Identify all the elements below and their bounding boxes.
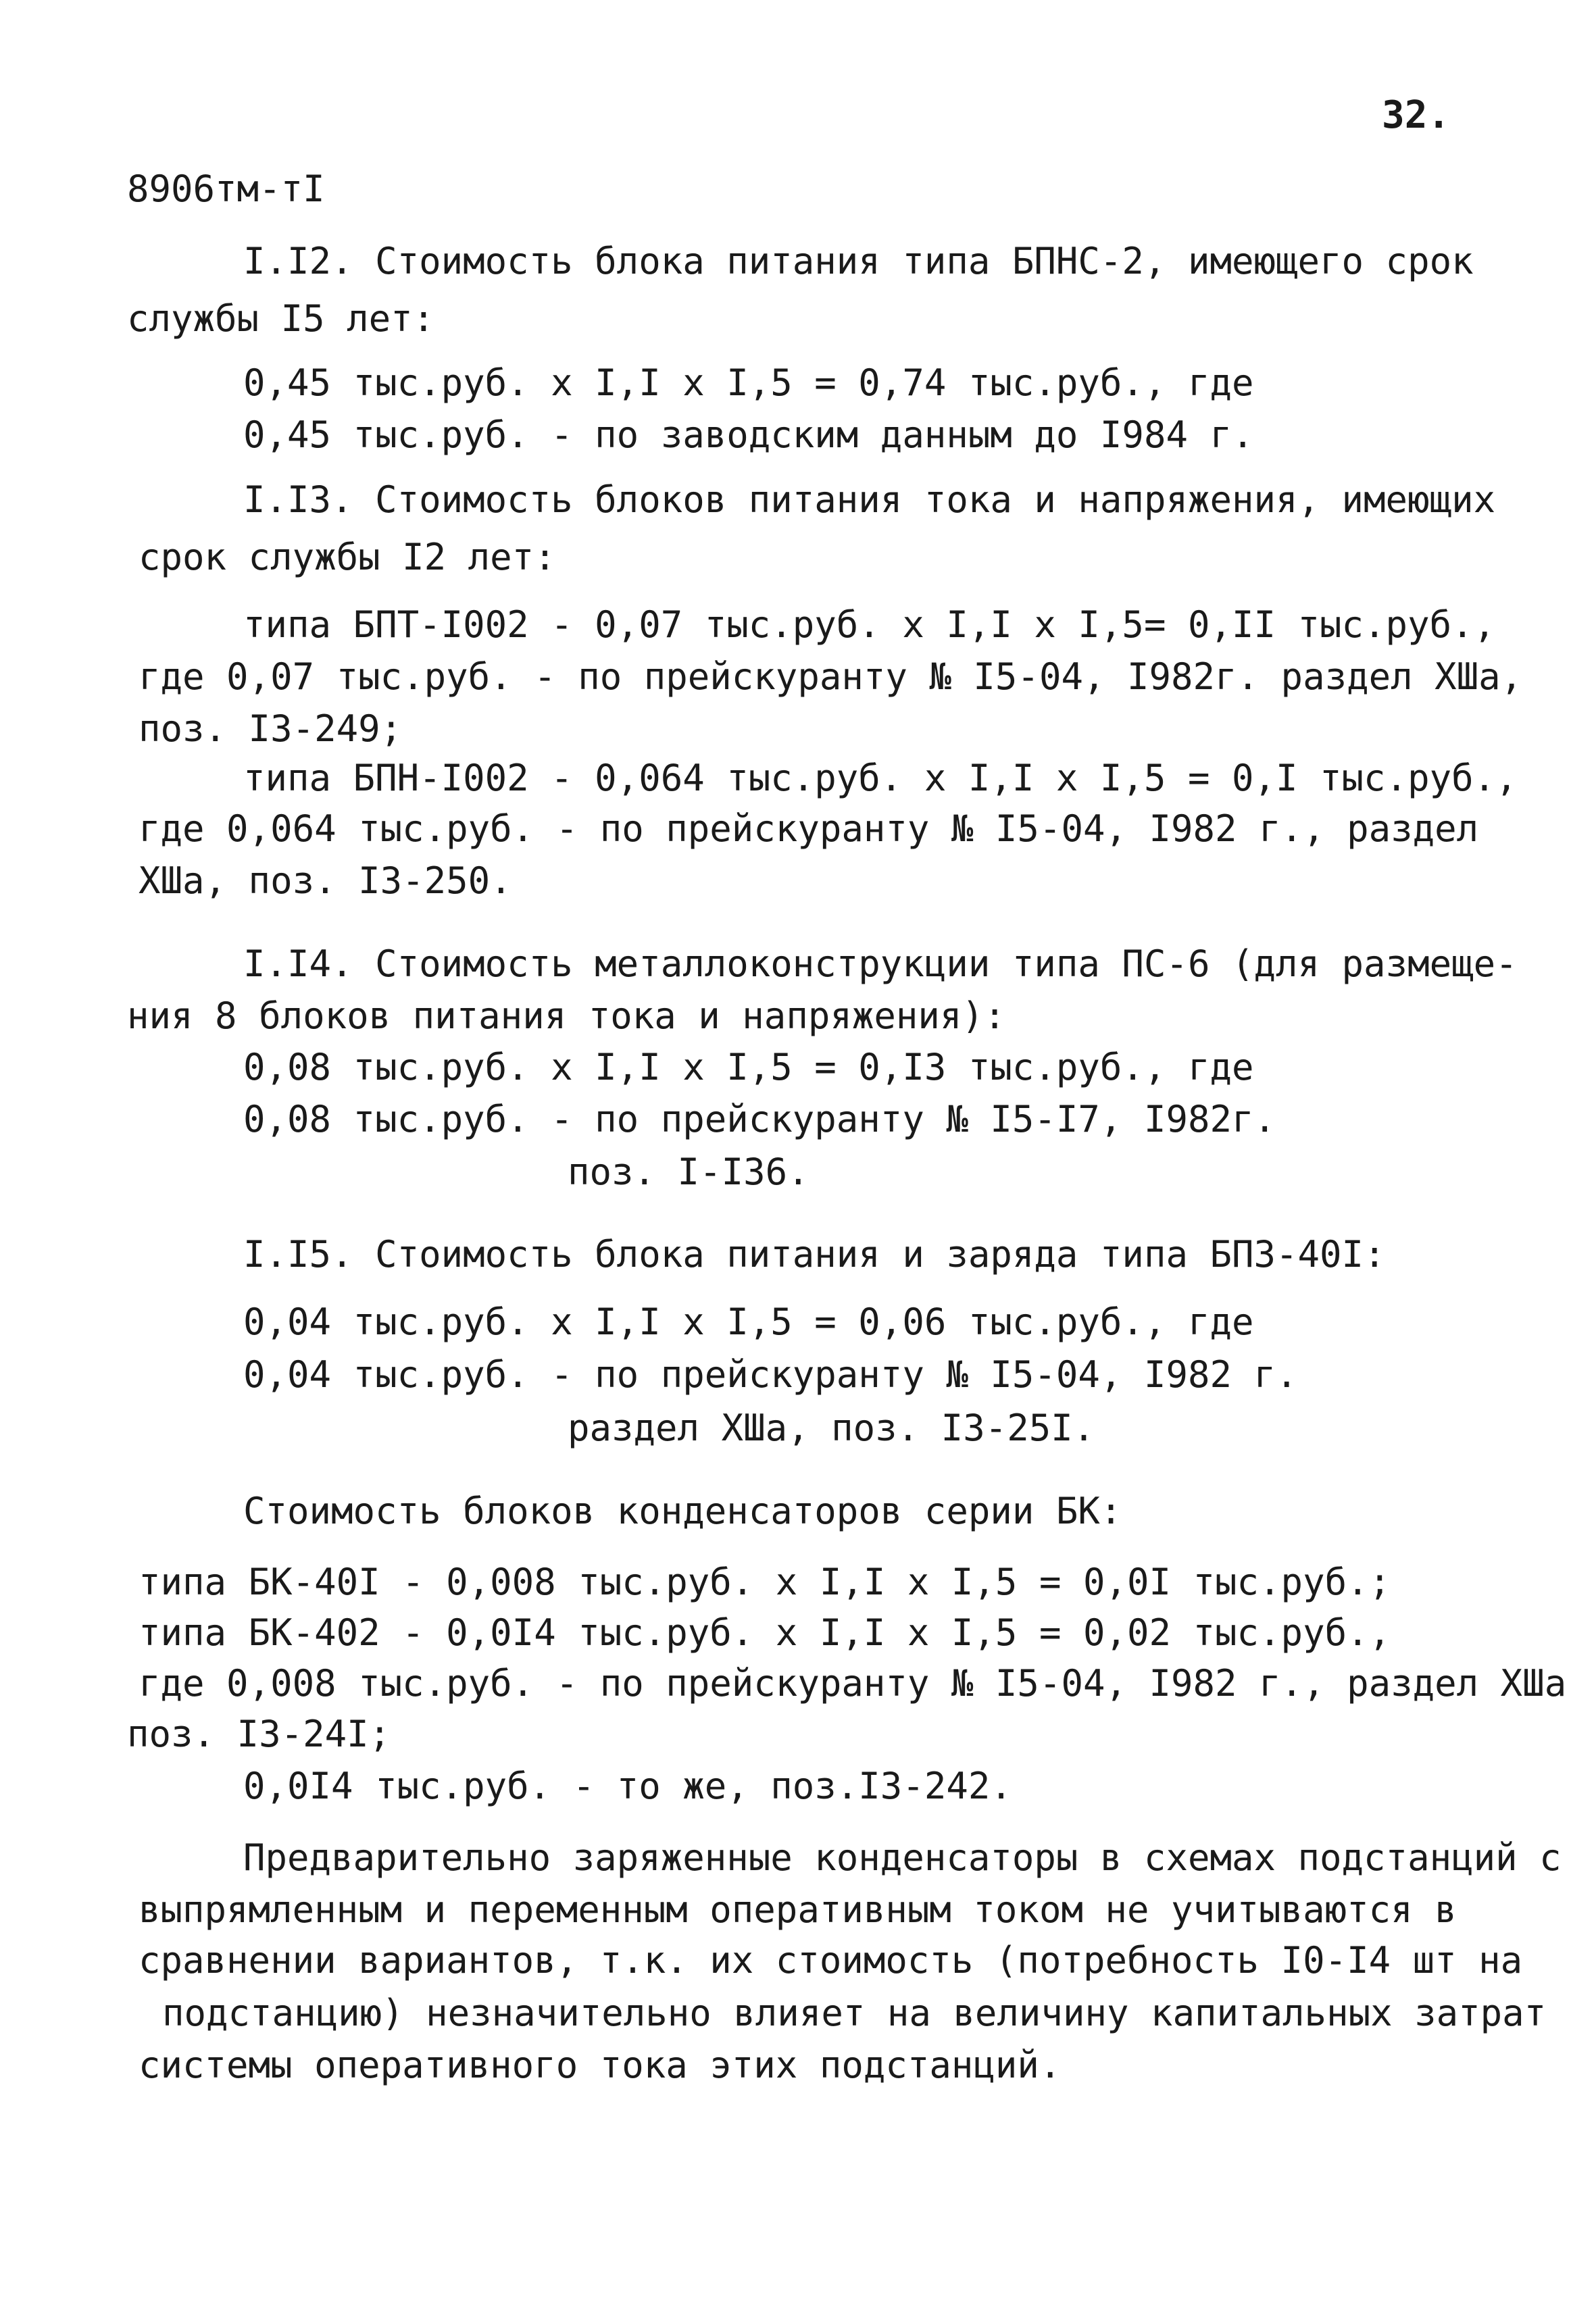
text-line: типа БК-402 - 0,0I4 тыс.руб. х I,I х I,5 = 0,02 тыс.руб., (139, 1611, 1391, 1654)
text-line: раздел ХШа, поз. I3-25I. (568, 1407, 1095, 1449)
text-line: где 0,008 тыс.руб. - по прейскуранту № I5-04, I982 г., раздел ХШа (139, 1662, 1567, 1705)
text-line: 0,0I4 тыс.руб. - то же, поз.I3-242. (243, 1765, 1012, 1807)
document-code: 8906тм-тI (127, 168, 325, 210)
text-line: поз. I-I36. (568, 1151, 809, 1193)
text-line: I.I5. Стоимость блока питания и заряда типа БПЗ-40I: (243, 1233, 1386, 1276)
text-line: I.I3. Стоимость блоков питания тока и напряжения, имеющих (243, 478, 1496, 521)
text-line: ния 8 блоков питания тока и напряжения): (127, 995, 1006, 1037)
text-line: где 0,064 тыс.руб. - по прейскуранту № I5-04, I982 г., раздел (139, 807, 1479, 850)
text-line: ХШа, поз. I3-250. (139, 859, 512, 902)
text-line: системы оперативного тока этих подстанций. (139, 2044, 1062, 2086)
text-line: Стоимость блоков конденсаторов серии БК: (243, 1490, 1122, 1532)
text-line: где 0,07 тыс.руб. - по прейскуранту № I5-04, I982г. раздел ХШа, (139, 655, 1523, 698)
text-line: 0,45 тыс.руб. х I,I х I,5 = 0,74 тыс.руб., где (243, 361, 1254, 404)
text-line: Предварительно заряженные конденсаторы в схемах подстанций с (243, 1836, 1562, 1879)
text-line: I.I2. Стоимость блока питания типа БПНС-2, имеющего срок (243, 240, 1474, 282)
text-line: 0,08 тыс.руб. - по прейскуранту № I5-I7, I982г. (243, 1098, 1276, 1140)
text-line: 0,08 тыс.руб. х I,I х I,5 = 0,I3 тыс.руб., где (243, 1046, 1254, 1088)
text-line: 0,45 тыс.руб. - по заводским данным до I984 г. (243, 413, 1254, 456)
text-line: типа БК-40I - 0,008 тыс.руб. х I,I х I,5 = 0,0I тыс.руб.; (139, 1561, 1391, 1603)
text-line: срок службы I2 лет: (139, 536, 556, 578)
text-line: 0,04 тыс.руб. х I,I х I,5 = 0,06 тыс.руб., где (243, 1301, 1254, 1343)
text-line: подстанцию) незначительно влияет на величину капитальных затрат (162, 1992, 1547, 2034)
text-line: 0,04 тыс.руб. - по прейскуранту № I5-04, I982 г. (243, 1353, 1298, 1396)
text-line: выпрямленным и переменным оперативным током не учитываются в (139, 1888, 1457, 1931)
text-line: службы I5 лет: (127, 297, 435, 340)
text-line: I.I4. Стоимость металлоконструкции типа ПС-6 (для размеще- (243, 942, 1518, 985)
text-line: поз. I3-249; (139, 707, 403, 750)
text-line: типа БПН-I002 - 0,064 тыс.руб. х I,I х I,5 = 0,I тыс.руб., (243, 757, 1518, 799)
text-line: поз. I3-24I; (127, 1713, 391, 1755)
page-number: 32. (1382, 93, 1451, 137)
text-line: сравнении вариантов, т.к. их стоимость (потребность I0-I4 шт на (139, 1939, 1523, 1982)
text-line: типа БПТ-I002 - 0,07 тыс.руб. х I,I х I,5= 0,II тыс.руб., (243, 603, 1496, 646)
